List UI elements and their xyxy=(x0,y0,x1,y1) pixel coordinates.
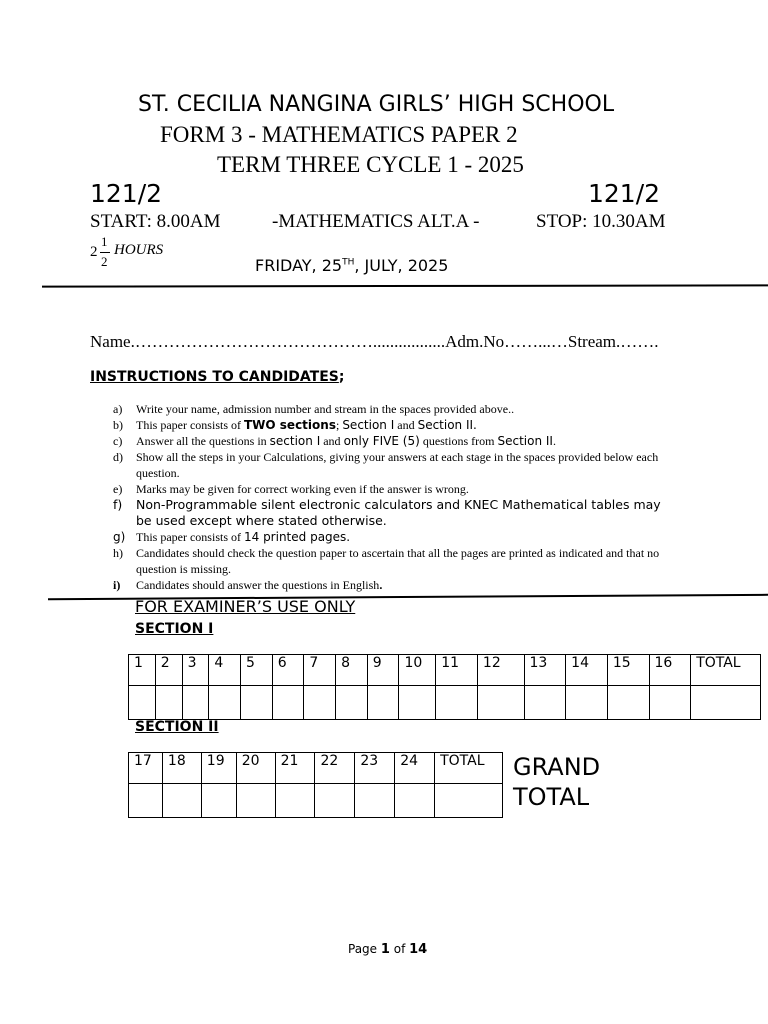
score-header-cell: TOTAL xyxy=(435,753,503,784)
score-header-row xyxy=(129,655,761,686)
item-text: . xyxy=(552,434,556,448)
score-entry-cell[interactable] xyxy=(336,686,368,720)
score-entry-row xyxy=(129,784,503,818)
footer-text: of xyxy=(389,942,410,956)
item-marker: g) xyxy=(113,530,126,544)
item-text: questions from xyxy=(419,434,498,448)
date-suffix: TH xyxy=(342,257,355,268)
duration-whole: 2 xyxy=(90,244,98,260)
score-header-cell: 8 xyxy=(336,655,368,686)
score-entry-cell[interactable] xyxy=(275,784,315,818)
score-entry-cell[interactable] xyxy=(129,784,163,818)
score-entry-cell[interactable] xyxy=(691,686,761,720)
instruction-item xyxy=(113,481,673,497)
item-marker: b) xyxy=(113,418,123,432)
grand-total-label: GRAND TOTAL xyxy=(513,753,601,811)
score-entry-cell[interactable] xyxy=(367,686,399,720)
item-emphasis: Section I xyxy=(342,418,395,432)
section-one-label: SECTION I xyxy=(135,621,214,637)
score-entry-cell[interactable] xyxy=(209,686,241,720)
section-two-label: SECTION II xyxy=(135,719,219,735)
score-header-cell: 3 xyxy=(182,655,209,686)
examiner-heading: FOR EXAMINER’S USE ONLY xyxy=(135,597,356,616)
score-header-cell: TOTAL xyxy=(691,655,761,686)
item-emphasis: 14 printed pages. xyxy=(243,530,351,544)
score-header-cell: 22 xyxy=(315,753,355,784)
school-name: ST. CECILIA NANGINA GIRLS’ HIGH SCHOOL xyxy=(138,92,615,117)
score-entry-cell[interactable] xyxy=(304,686,336,720)
score-header-cell: 14 xyxy=(566,655,608,686)
item-text: and xyxy=(320,434,344,448)
term-title: TERM THREE CYCLE 1 - 2025 xyxy=(217,152,524,177)
score-entry-cell[interactable] xyxy=(162,784,201,818)
candidate-details-line[interactable]: Name.…………………………………….................Adm.No……...…Stream.……. xyxy=(90,332,659,351)
instruction-item xyxy=(113,529,673,545)
item-marker: a) xyxy=(113,402,123,416)
item-emphasis: TWO sections xyxy=(243,418,336,432)
score-entry-cell[interactable] xyxy=(436,686,478,720)
score-entry-cell[interactable] xyxy=(477,686,524,720)
paper-code-right: 121/2 xyxy=(588,179,661,208)
duration-numerator: 1 xyxy=(101,234,108,249)
item-text: Answer all the questions in xyxy=(136,434,270,448)
score-header-cell: 15 xyxy=(607,655,649,686)
section-one-score-table xyxy=(128,654,761,720)
score-entry-row xyxy=(129,686,761,720)
score-entry-cell[interactable] xyxy=(241,686,273,720)
item-text: ; xyxy=(335,418,343,432)
score-header-cell: 20 xyxy=(236,753,275,784)
item-marker: d) xyxy=(113,450,123,464)
page-footer xyxy=(348,942,427,957)
score-header-cell: 9 xyxy=(367,655,399,686)
score-header-cell: 5 xyxy=(241,655,273,686)
item-marker: h) xyxy=(113,546,123,560)
score-header-cell: 2 xyxy=(155,655,182,686)
date-part: FRIDAY, 25 xyxy=(255,256,343,275)
score-entry-cell[interactable] xyxy=(201,784,236,818)
item-emphasis: Section II xyxy=(497,434,553,448)
footer-current-page: 1 xyxy=(380,942,390,957)
score-header-cell: 13 xyxy=(524,655,566,686)
item-emphasis: section I xyxy=(269,434,321,448)
paper-title: FORM 3 - MATHEMATICS PAPER 2 xyxy=(160,122,518,147)
item-marker: e) xyxy=(113,482,123,496)
paper-code-left: 121/2 xyxy=(90,179,163,208)
instruction-item xyxy=(113,449,673,481)
score-header-cell: 18 xyxy=(162,753,201,784)
instruction-item xyxy=(113,577,673,593)
instructions-heading-text: INSTRUCTIONS TO CANDIDATES xyxy=(90,369,339,385)
score-entry-cell[interactable] xyxy=(435,784,503,818)
score-entry-cell[interactable] xyxy=(355,784,395,818)
score-entry-cell[interactable] xyxy=(566,686,608,720)
score-header-cell: 16 xyxy=(649,655,691,686)
start-time: START: 8.00AM xyxy=(90,211,221,232)
instruction-item xyxy=(113,545,673,577)
subject-label: -MATHEMATICS ALT.A - xyxy=(272,211,480,232)
score-entry-cell[interactable] xyxy=(236,784,275,818)
item-marker: f) xyxy=(113,497,123,512)
item-text: This paper consists of xyxy=(136,530,244,544)
item-marker: i) xyxy=(113,578,121,592)
item-emphasis: only FIVE (5) xyxy=(343,434,420,448)
instruction-item xyxy=(113,433,673,449)
score-header-cell: 11 xyxy=(436,655,478,686)
score-header-cell: 10 xyxy=(399,655,436,686)
item-text: . xyxy=(379,578,383,592)
score-header-cell: 23 xyxy=(355,753,395,784)
stop-time: STOP: 10.30AM xyxy=(536,211,666,232)
instruction-item xyxy=(113,497,673,529)
score-header-cell: 12 xyxy=(477,655,524,686)
score-header-row xyxy=(129,753,503,784)
instruction-item xyxy=(113,401,673,417)
score-entry-cell[interactable] xyxy=(129,686,156,720)
date-part: , JULY, 2025 xyxy=(354,256,449,275)
item-text: Write your name, admission number and stream in the spaces provided above.. xyxy=(136,402,515,416)
instructions-heading-suffix: ; xyxy=(338,369,345,385)
instructions-heading xyxy=(90,369,344,385)
fraction-bar xyxy=(100,252,110,253)
instructions-list xyxy=(113,401,673,593)
item-text: Marks may be given for correct working even if the answer is wrong. xyxy=(136,482,469,496)
duration-unit: HOURS xyxy=(114,242,164,258)
item-marker: c) xyxy=(113,434,123,448)
score-header-cell: 19 xyxy=(201,753,236,784)
score-entry-cell[interactable] xyxy=(272,686,304,720)
header-divider xyxy=(42,284,768,287)
item-text: Candidates should check the question paper to ascertain that all the pages are printed as indicated and that no question is missing. xyxy=(136,546,660,576)
exam-date xyxy=(255,256,448,275)
score-header-cell: 17 xyxy=(129,753,163,784)
score-header-cell: 4 xyxy=(209,655,241,686)
score-entry-cell[interactable] xyxy=(399,686,436,720)
item-text: Candidates should answer the questions in English xyxy=(136,578,380,592)
score-entry-cell[interactable] xyxy=(315,784,355,818)
score-header-cell: 7 xyxy=(304,655,336,686)
item-text: This paper consists of xyxy=(136,418,244,432)
score-entry-cell[interactable] xyxy=(182,686,209,720)
score-entry-cell[interactable] xyxy=(649,686,691,720)
footer-text: Page xyxy=(348,942,381,956)
duration-denominator: 2 xyxy=(101,254,108,269)
score-entry-cell[interactable] xyxy=(155,686,182,720)
score-header-cell: 24 xyxy=(395,753,435,784)
score-header-cell: 1 xyxy=(129,655,156,686)
score-entry-cell[interactable] xyxy=(395,784,435,818)
item-text: and xyxy=(394,418,418,432)
instruction-item xyxy=(113,417,673,433)
score-header-cell: 21 xyxy=(275,753,315,784)
footer-total-pages: 14 xyxy=(409,942,428,957)
score-entry-cell[interactable] xyxy=(524,686,566,720)
item-text: Non-Programmable silent electronic calculators and KNEC Mathematical tables may be used except where stated otherwise. xyxy=(136,497,661,528)
score-entry-cell[interactable] xyxy=(607,686,649,720)
item-emphasis: Section II. xyxy=(417,418,477,432)
section-two-score-table xyxy=(128,752,503,818)
score-header-cell: 6 xyxy=(272,655,304,686)
item-text: Show all the steps in your Calculations, giving your answers at each stage in the spaces provided below each question. xyxy=(136,450,659,480)
